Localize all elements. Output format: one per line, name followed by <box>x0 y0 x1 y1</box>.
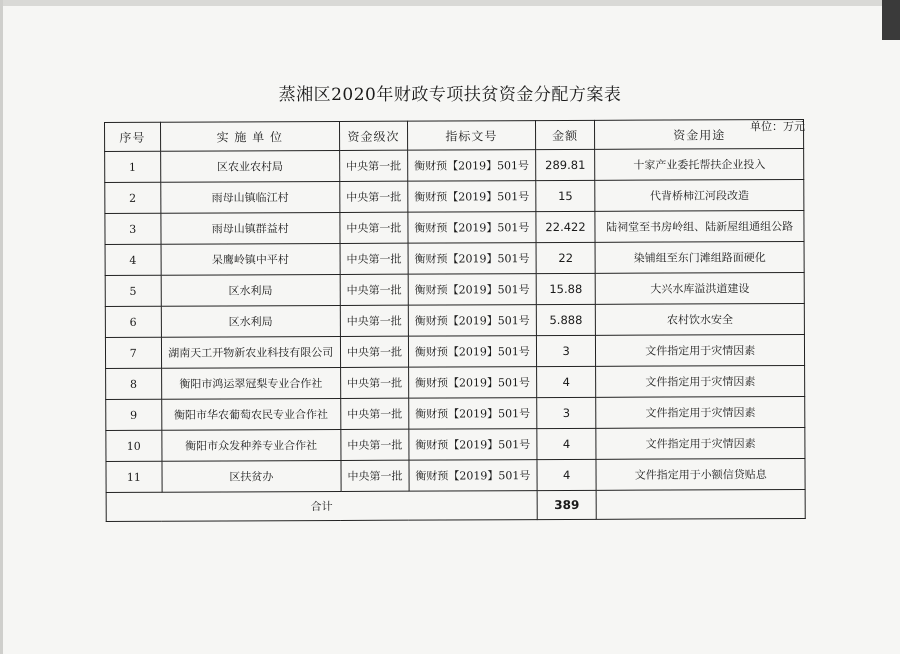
table-row <box>106 427 805 461</box>
cell-doc: 衡财预【2019】501号 <box>409 460 537 492</box>
cell-batch: 中央第一批 <box>340 181 408 212</box>
cell-index: 11 <box>106 461 162 492</box>
cell-use: 陆祠堂至书房岭组、陆新屋组通组公路 <box>595 210 804 242</box>
cell-doc: 衡财预【2019】501号 <box>408 243 536 275</box>
cell-amount: 4 <box>536 366 596 397</box>
cell-unit: 呆鹰岭镇中平村 <box>161 243 341 275</box>
cell-batch: 中央第一批 <box>340 305 408 336</box>
cell-doc: 衡财预【2019】501号 <box>408 150 536 182</box>
header-batch: 资金级次 <box>339 121 407 150</box>
header-amount: 金额 <box>535 120 595 149</box>
cell-index: 2 <box>105 182 161 213</box>
cell-amount: 4 <box>537 459 597 490</box>
cell-doc: 衡财预【2019】501号 <box>408 212 536 244</box>
table-body <box>105 148 805 492</box>
cell-unit: 区农业农村局 <box>160 150 340 182</box>
table-row <box>106 365 805 399</box>
header-use: 资金用途 <box>595 119 804 149</box>
cell-amount: 5.888 <box>536 304 596 335</box>
table-row <box>105 334 804 368</box>
cell-doc: 衡财预【2019】501号 <box>409 429 537 461</box>
table-row <box>106 458 805 492</box>
cell-use: 代背桥柿江河段改造 <box>595 179 804 211</box>
cell-unit: 衡阳市华农葡萄农民专业合作社 <box>161 398 341 430</box>
unit-note: 单位：万元 <box>750 120 805 133</box>
cell-index: 6 <box>105 306 161 337</box>
table-row <box>105 241 804 275</box>
cell-doc: 衡财预【2019】501号 <box>409 398 537 430</box>
cell-unit: 区扶贫办 <box>162 460 342 492</box>
cell-unit: 雨母山镇临江村 <box>160 181 340 213</box>
table-row <box>105 210 804 244</box>
cell-batch: 中央第一批 <box>340 150 408 181</box>
cell-doc: 衡财预【2019】501号 <box>408 305 536 337</box>
scan-edge-top <box>0 0 900 6</box>
scan-edge-right <box>882 0 900 40</box>
allocation-table <box>104 119 806 522</box>
cell-index: 1 <box>105 151 161 182</box>
cell-doc: 衡财预【2019】501号 <box>408 336 536 368</box>
cell-use: 文件指定用于灾情因素 <box>596 365 805 397</box>
total-amount: 389 <box>537 490 597 519</box>
cell-unit: 区水利局 <box>161 305 341 337</box>
header-doc: 指标文号 <box>407 121 535 151</box>
cell-batch: 中央第一批 <box>340 274 408 305</box>
cell-use: 文件指定用于小额信贷贴息 <box>596 458 805 490</box>
cell-use: 文件指定用于灾情因素 <box>596 427 805 459</box>
cell-batch: 中央第一批 <box>341 429 409 460</box>
cell-amount: 3 <box>536 335 596 366</box>
cell-batch: 中央第一批 <box>340 212 408 243</box>
cell-unit: 雨母山镇群益村 <box>160 212 340 244</box>
cell-doc: 衡财预【2019】501号 <box>408 181 536 213</box>
cell-unit: 湖南天工开物新农业科技有限公司 <box>161 336 341 368</box>
cell-use: 十家产业委托帮扶企业投入 <box>595 148 804 180</box>
cell-unit: 区水利局 <box>161 274 341 306</box>
header-index: 序号 <box>105 122 161 151</box>
cell-index: 3 <box>105 213 161 244</box>
cell-batch: 中央第一批 <box>340 243 408 274</box>
cell-index: 7 <box>105 337 161 368</box>
cell-amount: 289.81 <box>535 149 595 180</box>
cell-amount: 15 <box>536 180 596 211</box>
total-label: 合计 <box>106 491 537 522</box>
cell-use: 染铺组至东门滩组路面硬化 <box>595 241 804 273</box>
cell-use: 大兴水库溢洪道建设 <box>596 272 805 304</box>
cell-batch: 中央第一批 <box>341 460 409 491</box>
cell-amount: 3 <box>537 397 597 428</box>
cell-unit: 衡阳市众发种养专业合作社 <box>161 429 341 461</box>
cell-use: 文件指定用于灾情因素 <box>596 334 805 366</box>
table-row <box>105 272 804 306</box>
table-header-row <box>105 119 804 151</box>
cell-amount: 22.422 <box>536 211 596 242</box>
page-title: 蒸湘区2020年财政专项扶贫资金分配方案表 <box>278 85 622 105</box>
cell-use: 文件指定用于灾情因素 <box>596 396 805 428</box>
cell-index: 9 <box>106 399 162 430</box>
table-row <box>106 396 805 430</box>
cell-doc: 衡财预【2019】501号 <box>408 274 536 306</box>
cell-batch: 中央第一批 <box>341 367 409 398</box>
cell-unit: 衡阳市鸿运翠冠梨专业合作社 <box>161 367 341 399</box>
cell-doc: 衡财预【2019】501号 <box>408 367 536 399</box>
header-unit: 实 施 单 位 <box>160 121 340 151</box>
cell-batch: 中央第一批 <box>340 336 408 367</box>
total-use-empty <box>596 489 805 519</box>
cell-index: 5 <box>105 275 161 306</box>
cell-amount: 15.88 <box>536 273 596 304</box>
cell-index: 10 <box>106 430 162 461</box>
cell-use: 农村饮水安全 <box>596 303 805 335</box>
cell-batch: 中央第一批 <box>341 398 409 429</box>
table-row <box>105 179 804 213</box>
cell-amount: 4 <box>537 428 597 459</box>
cell-index: 8 <box>106 368 162 399</box>
cell-amount: 22 <box>536 242 596 273</box>
cell-index: 4 <box>105 244 161 275</box>
total-row <box>106 489 805 521</box>
table-row <box>105 303 804 337</box>
table-row <box>105 148 804 182</box>
